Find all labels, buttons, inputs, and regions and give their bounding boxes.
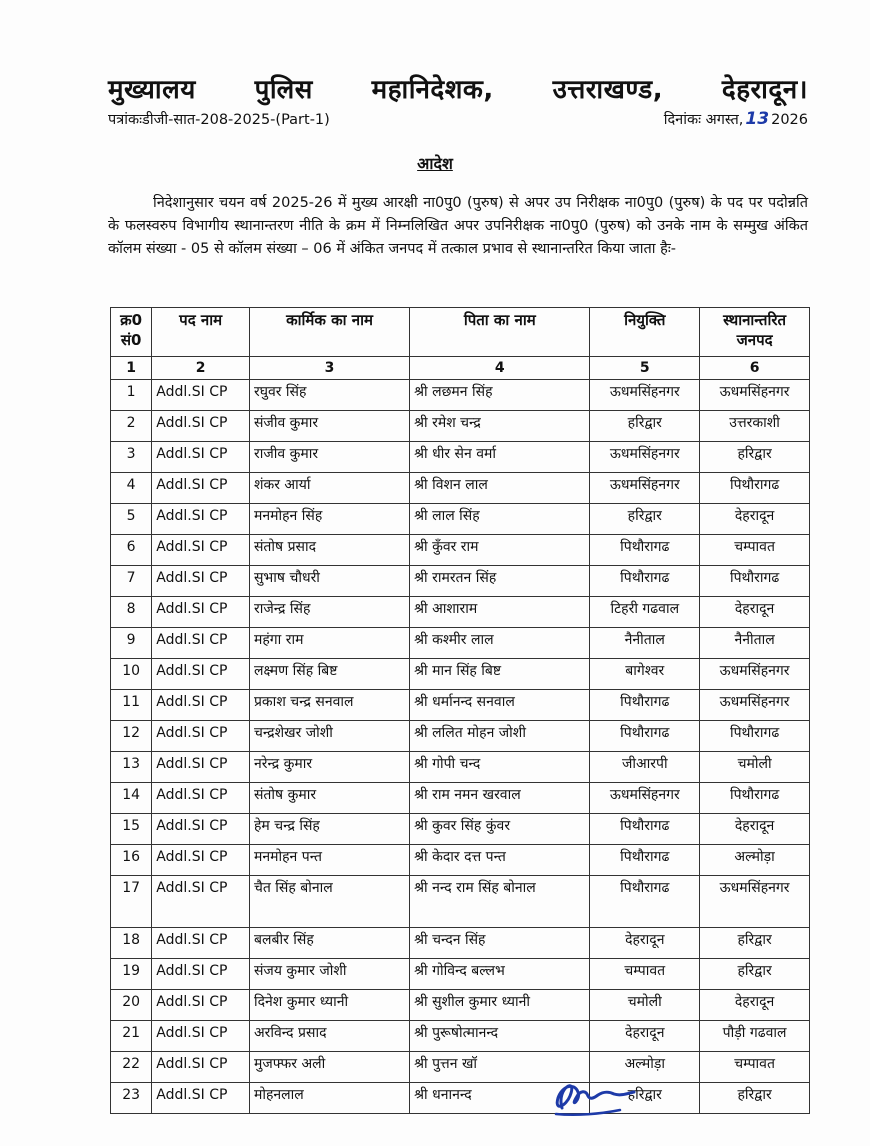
cell-employee-name: दिनेश कुमार ध्यानी — [249, 990, 409, 1021]
cell-employee-name: संजय कुमार जोशी — [249, 959, 409, 990]
cell-post: Addl.SI CP — [152, 814, 250, 845]
cell-transfer-district: देहरादून — [700, 597, 810, 628]
table-row — [111, 566, 810, 597]
cell-employee-name: राजीव कुमार — [249, 442, 409, 473]
cell-father-name: श्री चन्दन सिंह — [410, 928, 590, 959]
cell-transfer-district: पिथौरागढ — [700, 566, 810, 597]
cell-father-name: श्री लछमन सिंह — [410, 380, 590, 411]
cell-current-posting: पिथौरागढ — [590, 690, 700, 721]
cell-current-posting: देहरादून — [590, 928, 700, 959]
cell-father-name: श्री धनानन्द — [410, 1083, 590, 1114]
table-row — [111, 628, 810, 659]
cell-employee-name: मुजफ्फर अली — [249, 1052, 409, 1083]
order-date — [664, 109, 808, 129]
cell-current-posting: ऊधमसिंहनगर — [590, 473, 700, 504]
table-body — [111, 380, 810, 1114]
cell-employee-name: बलबीर सिंह — [249, 928, 409, 959]
cell-post: Addl.SI CP — [152, 535, 250, 566]
cell-serial: 5 — [111, 504, 152, 535]
cell-father-name: श्री गोविन्द बल्लभ — [410, 959, 590, 990]
signature-underline — [556, 1110, 620, 1115]
cell-current-posting: देहरादून — [590, 1021, 700, 1052]
cell-serial: 10 — [111, 659, 152, 690]
table-row — [111, 659, 810, 690]
cell-post: Addl.SI CP — [152, 504, 250, 535]
cell-father-name: श्री कुँवर राम — [410, 535, 590, 566]
cell-post: Addl.SI CP — [152, 1021, 250, 1052]
cell-father-name: श्री नन्द राम सिंह बोनाल — [410, 876, 590, 928]
cell-employee-name: हेम चन्द्र सिंह — [249, 814, 409, 845]
cell-current-posting: पिथौरागढ — [590, 535, 700, 566]
title-word: उत्तराखण्ड, — [552, 75, 664, 105]
cell-serial: 21 — [111, 1021, 152, 1052]
cell-transfer-district: चम्पावत — [700, 1052, 810, 1083]
cell-father-name: श्री पुत्तन खॉ — [410, 1052, 590, 1083]
cell-employee-name: मनमोहन पन्त — [249, 845, 409, 876]
cell-serial: 20 — [111, 990, 152, 1021]
cell-serial: 6 — [111, 535, 152, 566]
table-row — [111, 473, 810, 504]
transfer-table — [110, 307, 810, 1114]
cell-serial: 13 — [111, 752, 152, 783]
cell-employee-name: चैत सिंह बोनाल — [249, 876, 409, 928]
cell-serial: 17 — [111, 876, 152, 928]
cell-post: Addl.SI CP — [152, 845, 250, 876]
cell-employee-name: लक्ष्मण सिंह बिष्ट — [249, 659, 409, 690]
table-row — [111, 1021, 810, 1052]
cell-father-name: श्री रमेश चन्द्र — [410, 411, 590, 442]
cell-employee-name: संजीव कुमार — [249, 411, 409, 442]
cell-post: Addl.SI CP — [152, 783, 250, 814]
cell-father-name: श्री मान सिंह बिष्ट — [410, 659, 590, 690]
cell-current-posting: चमोली — [590, 990, 700, 1021]
cell-post: Addl.SI CP — [152, 659, 250, 690]
cell-father-name: श्री पुरूषोत्मानन्द — [410, 1021, 590, 1052]
table-row — [111, 442, 810, 473]
cell-serial: 23 — [111, 1083, 152, 1114]
cell-employee-name: राजेन्द्र सिंह — [249, 597, 409, 628]
title-word: मुख्यालय — [108, 75, 196, 105]
table-row — [111, 752, 810, 783]
order-heading — [0, 152, 870, 174]
table-header-row — [111, 308, 810, 357]
cell-transfer-district: नैनीताल — [700, 628, 810, 659]
table-row — [111, 504, 810, 535]
table-row — [111, 535, 810, 566]
cell-serial: 4 — [111, 473, 152, 504]
cell-current-posting: पिथौरागढ — [590, 876, 700, 928]
cell-transfer-district: ऊधमसिंहनगर — [700, 690, 810, 721]
cell-employee-name: अरविन्द प्रसाद — [249, 1021, 409, 1052]
cell-current-posting: बागेश्वर — [590, 659, 700, 690]
cell-transfer-district: ऊधमसिंहनगर — [700, 659, 810, 690]
cell-current-posting: हरिद्वार — [590, 1083, 700, 1114]
cell-transfer-district: ऊधमसिंहनगर — [700, 876, 810, 928]
signature-mark — [548, 1068, 648, 1123]
date-day-handwritten: 13 — [745, 109, 770, 129]
cell-post: Addl.SI CP — [152, 380, 250, 411]
cell-father-name: श्री ललित मोहन जोशी — [410, 721, 590, 752]
cell-transfer-district: अल्मोड़ा — [700, 845, 810, 876]
cell-serial: 11 — [111, 690, 152, 721]
cell-father-name: श्री राम नमन खरवाल — [410, 783, 590, 814]
cell-employee-name: महंगा राम — [249, 628, 409, 659]
table-row — [111, 814, 810, 845]
cell-current-posting: हरिद्वार — [590, 411, 700, 442]
cell-father-name: श्री आशाराम — [410, 597, 590, 628]
cell-post: Addl.SI CP — [152, 442, 250, 473]
header-transfer: स्थानान्तरित जनपद — [700, 308, 810, 357]
header-name: कार्मिक का नाम — [249, 308, 409, 357]
column-number: 1 — [111, 357, 152, 380]
table-row — [111, 1052, 810, 1083]
cell-post: Addl.SI CP — [152, 990, 250, 1021]
cell-transfer-district: हरिद्वार — [700, 442, 810, 473]
cell-employee-name: रघुवर सिंह — [249, 380, 409, 411]
header-posting: नियुक्ति — [590, 308, 700, 357]
cell-employee-name: मोहनलाल — [249, 1083, 409, 1114]
table-row — [111, 845, 810, 876]
column-number: 4 — [410, 357, 590, 380]
cell-serial: 16 — [111, 845, 152, 876]
column-number: 3 — [249, 357, 409, 380]
cell-employee-name: नरेन्द्र कुमार — [249, 752, 409, 783]
cell-current-posting: पिथौरागढ — [590, 814, 700, 845]
cell-serial: 9 — [111, 628, 152, 659]
header-serial: क्र0 सं0 — [111, 308, 152, 357]
cell-serial: 8 — [111, 597, 152, 628]
cell-current-posting: ऊधमसिंहनगर — [590, 442, 700, 473]
cell-post: Addl.SI CP — [152, 1052, 250, 1083]
cell-current-posting: नैनीताल — [590, 628, 700, 659]
table-row — [111, 990, 810, 1021]
cell-post: Addl.SI CP — [152, 411, 250, 442]
cell-serial: 7 — [111, 566, 152, 597]
cell-serial: 1 — [111, 380, 152, 411]
column-number: 6 — [700, 357, 810, 380]
reference-number: पत्रांकःडीजी-सात-208-2025-(Part-1) — [108, 112, 330, 128]
cell-transfer-district: चम्पावत — [700, 535, 810, 566]
cell-current-posting: जीआरपी — [590, 752, 700, 783]
cell-transfer-district: पिथौरागढ — [700, 721, 810, 752]
cell-transfer-district: ऊधमसिंहनगर — [700, 380, 810, 411]
cell-post: Addl.SI CP — [152, 628, 250, 659]
cell-serial: 12 — [111, 721, 152, 752]
column-number: 2 — [152, 357, 250, 380]
cell-serial: 14 — [111, 783, 152, 814]
cell-father-name: श्री केदार दत्त पन्त — [410, 845, 590, 876]
cell-current-posting: टिहरी गढवाल — [590, 597, 700, 628]
cell-employee-name: चन्द्रशेखर जोशी — [249, 721, 409, 752]
cell-transfer-district: देहरादून — [700, 814, 810, 845]
cell-transfer-district: देहरादून — [700, 990, 810, 1021]
cell-serial: 15 — [111, 814, 152, 845]
cell-current-posting: हरिद्वार — [590, 504, 700, 535]
cell-employee-name: सुभाष चौधरी — [249, 566, 409, 597]
date-prefix: दिनांकः अगस्त, — [663, 112, 744, 128]
cell-transfer-district: हरिद्वार — [700, 959, 810, 990]
cell-father-name: श्री विशन लाल — [410, 473, 590, 504]
cell-father-name: श्री सुशील कुमार ध्यानी — [410, 990, 590, 1021]
cell-father-name: श्री लाल सिंह — [410, 504, 590, 535]
cell-current-posting: पिथौरागढ — [590, 566, 700, 597]
header-father: पिता का नाम — [410, 308, 590, 357]
cell-employee-name: संतोष प्रसाद — [249, 535, 409, 566]
cell-post: Addl.SI CP — [152, 752, 250, 783]
cell-serial: 18 — [111, 928, 152, 959]
table-row — [111, 597, 810, 628]
signature-stroke — [557, 1086, 634, 1108]
cell-transfer-district: उत्तरकाशी — [700, 411, 810, 442]
cell-employee-name: प्रकाश चन्द्र सनवाल — [249, 690, 409, 721]
table-row — [111, 783, 810, 814]
header-post: पद नाम — [152, 308, 250, 357]
cell-post: Addl.SI CP — [152, 597, 250, 628]
cell-post: Addl.SI CP — [152, 473, 250, 504]
table-row — [111, 411, 810, 442]
cell-post: Addl.SI CP — [152, 928, 250, 959]
cell-transfer-district: हरिद्वार — [700, 1083, 810, 1114]
cell-serial: 3 — [111, 442, 152, 473]
cell-post: Addl.SI CP — [152, 959, 250, 990]
table-row — [111, 928, 810, 959]
cell-employee-name: मनमोहन सिंह — [249, 504, 409, 535]
cell-transfer-district: पिथौरागढ — [700, 473, 810, 504]
cell-employee-name: शंकर आर्या — [249, 473, 409, 504]
cell-current-posting: पिथौरागढ — [590, 721, 700, 752]
table-row — [111, 721, 810, 752]
order-heading-text: आदेश — [417, 154, 453, 173]
table-row — [111, 959, 810, 990]
cell-transfer-district: हरिद्वार — [700, 928, 810, 959]
table-row — [111, 380, 810, 411]
cell-transfer-district: पौड़ी गढवाल — [700, 1021, 810, 1052]
cell-current-posting: पिथौरागढ — [590, 845, 700, 876]
reference-row — [108, 109, 808, 129]
cell-serial: 2 — [111, 411, 152, 442]
title-word: पुलिस — [254, 75, 313, 105]
column-number-row — [111, 357, 810, 380]
column-number: 5 — [590, 357, 700, 380]
cell-serial: 22 — [111, 1052, 152, 1083]
cell-father-name: श्री कश्मीर लाल — [410, 628, 590, 659]
cell-father-name: श्री रामरतन सिंह — [410, 566, 590, 597]
cell-post: Addl.SI CP — [152, 1083, 250, 1114]
cell-serial: 19 — [111, 959, 152, 990]
table-row — [111, 690, 810, 721]
cell-post: Addl.SI CP — [152, 566, 250, 597]
order-body-paragraph: निदेशानुसार चयन वर्ष 2025-26 में मुख्य आरक्षी ना0पु0 (पुरुष) से अपर उप निरीक्षक ना0पु0 (पुरुष) के पद पर पदोन्नति के फलस्वरुप विभागीय स्थानान्तरण नीति के क्रम में निम्नलिखित अपर उपनिरीक्षक ना0पु0 (पुरुष) को उनके नाम के सम्मुख अंकित कॉलम संख्या - 05 से कॉलम संख्या – 06 में अंकित जनपद में तत्काल प्रभाव से स्थानान्तरित किया जाता हैः- — [108, 195, 808, 257]
date-year: 2026 — [771, 112, 808, 128]
cell-transfer-district: चमोली — [700, 752, 810, 783]
cell-father-name: श्री गोपी चन्द — [410, 752, 590, 783]
cell-father-name: श्री धर्मानन्द सनवाल — [410, 690, 590, 721]
cell-employee-name: संतोष कुमार — [249, 783, 409, 814]
cell-current-posting: चम्पावत — [590, 959, 700, 990]
cell-transfer-district: देहरादून — [700, 504, 810, 535]
title-word: देहरादून। — [721, 75, 808, 105]
cell-father-name: श्री धीर सेन वर्मा — [410, 442, 590, 473]
table-row — [111, 1083, 810, 1114]
cell-current-posting: ऊधमसिंहनगर — [590, 783, 700, 814]
cell-current-posting: ऊधमसिंहनगर — [590, 380, 700, 411]
cell-current-posting: अल्मोड़ा — [590, 1052, 700, 1083]
cell-father-name: श्री कुवर सिंह कुंवर — [410, 814, 590, 845]
title-word: महानिदेशक, — [371, 75, 494, 105]
cell-post: Addl.SI CP — [152, 690, 250, 721]
cell-post: Addl.SI CP — [152, 876, 250, 928]
office-title — [108, 70, 808, 106]
cell-post: Addl.SI CP — [152, 721, 250, 752]
cell-transfer-district: पिथौरागढ — [700, 783, 810, 814]
table-row — [111, 876, 810, 928]
